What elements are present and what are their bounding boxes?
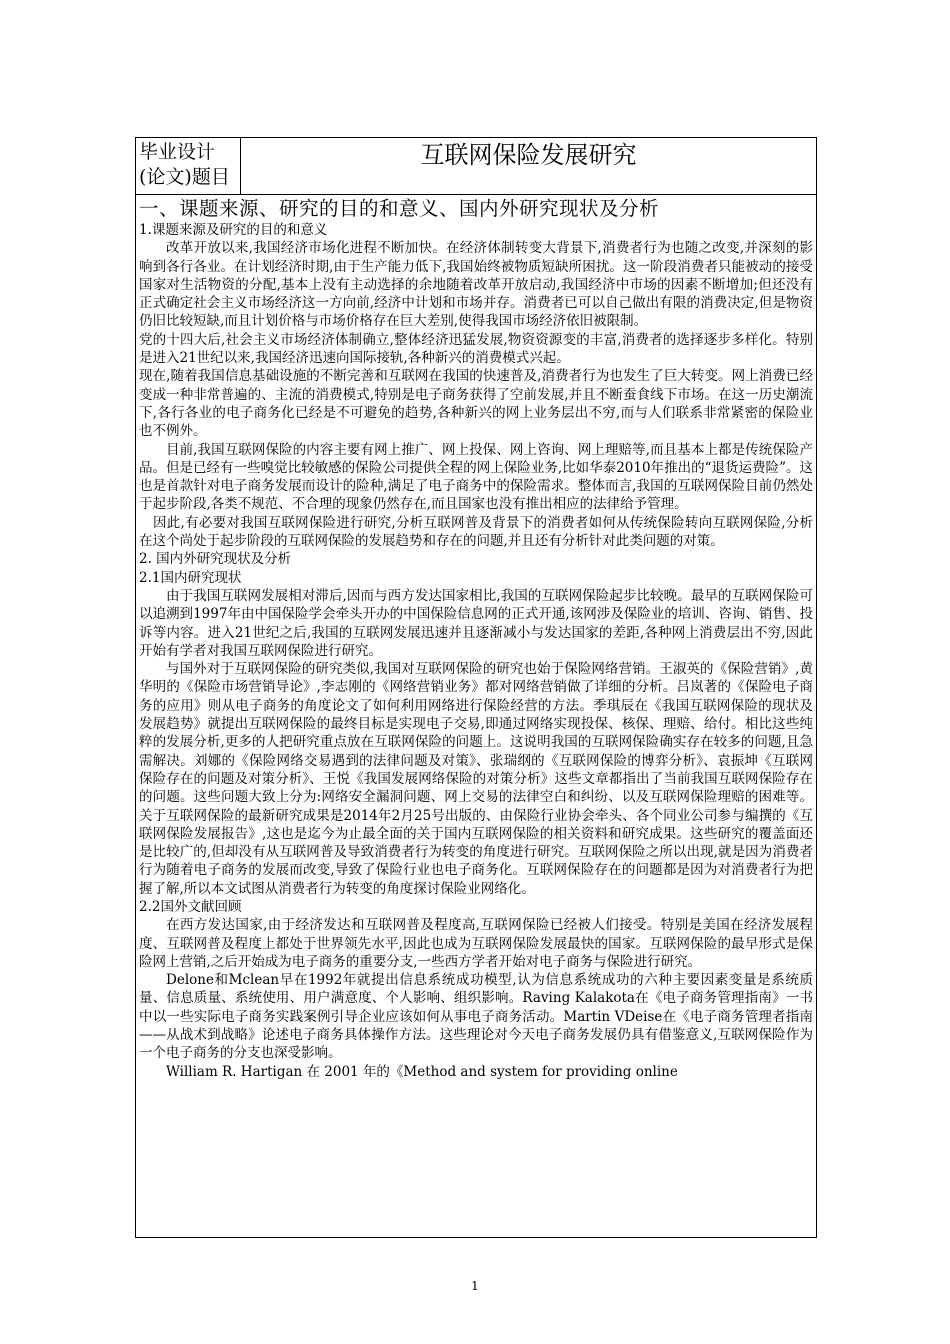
paragraph: 目前,我国互联网保险的内容主要有网上推广、网上投保、网上咨询、网上理赔等,而且基本上都是传统保险产品。但是已经有一些嗅觉比较敏感的保险公司提供全程的网上保险业务,比如华泰2010年推出的“退货运费险”。这也是首款针对电子商务发展而设计的险种,满足了电子商务中的保险需求。整体而言,我国的互联网保险目前仍然处于起步阶段,各类不规范、不合理的现象仍然存在,而且国家也没有推出相应的法律给予管理。 bbox=[139, 441, 813, 513]
paragraph: 在西方发达国家,由于经济发达和互联网普及程度高,互联网保险已经被人们接受。特别是美国在经济发展程度、互联网普及程度上都处于世界领先水平,因此也成为互联网保险发展最快的国家。互联网保险的最早形式是保险网上营销,之后开始成为电子商务的重要分支,一些西方学者开始对电子商务与保险进行研究。 bbox=[139, 917, 813, 970]
thesis-title-label: 毕业设计(论文)题目 bbox=[136, 138, 241, 194]
proposal-form-table bbox=[135, 137, 817, 1238]
paragraph: 现在,随着我国信息基础设施的不断完善和互联网在我国的快速普及,消费者行为也发生了巨大转变。网上消费已经变成一种非常普遍的、主流的消费模式,特别是电子商务获得了空前发展,并且不断蚕食线下市场。在这一历史潮流下,各行各业的电子商务化已经是不可避免的趋势,各种新兴的网上业务层出不穷,而与人们联系非常紧密的保险业也不例外。 bbox=[139, 368, 813, 440]
paragraph: Delone和Mclean早在1992年就提出信息系统成功模型,认为信息系统成功的六种主要因素变量是系统质量、信息质量、系统使用、用户满意度、个人影响、组织影响。Raving Kalakota在《电子商务管理指南》一书中以一些实际电子商务实践案例引导企业应该如何从事电子商务活动。Martin VDeise在《电子商务管理者指南——从战术到战略》论述电子商务具体操作方法。这些理论对今天电子商务发展仍具有借鉴意义,互联网保险作为一个电子商务的分支也深受影响。 bbox=[139, 972, 813, 1062]
subsection-heading-1: 1.课题来源及研究的目的和意义 bbox=[139, 222, 328, 238]
paragraph: 党的十四大后,社会主义市场经济体制确立,整体经济迅猛发展,物资资源变的丰富,消费者的选择逐步多样化。特别是进入21世纪以来,我国经济迅速向国际接轨,各种新兴的消费模式兴起。 bbox=[139, 331, 813, 367]
page-number: 1 bbox=[471, 1279, 479, 1293]
content-cell bbox=[136, 195, 816, 1237]
paragraph: 由于我国互联网发展相对滞后,因而与西方发达国家相比,我国的互联网保险起步比较晚。最早的互联网保险可以追溯到1997年由中国保险学会牵头开办的中国保险信息网的正式开通,该网涉及保险业的培训、咨询、销售、投诉等内容。进入21世纪之后,我国的互联网发展迅速并且逐渐减小与发达国家的差距,各种网上消费层出不穷,因此开始有学者对我国互联网保险进行研究。 bbox=[139, 587, 813, 659]
paragraph: William R. Hartigan 在 2001 年的《Method and system for providing online bbox=[166, 1063, 678, 1080]
paragraph: 改革开放以来,我国经济市场化进程不断加快。在经济体制转变大背景下,消费者行为也随之改变,并深刻的影响到各行各业。在计划经济时期,由于生产能力低下,我国始终被物质短缺所困扰。这一阶段消费者只能被动的接受国家对生活物资的分配,基本上没有主动选择的余地随着改革开放启动,我国经济中市场的因素不断增加;但还没有正式确定社会主义市场经济这一方向前,经济中计划和市场并存。消费者已可以自己做出有限的消费决定,但是物资仍旧比较短缺,而且计划价格与市场价格存在巨大差别,使得我国市场经济依旧被限制。 bbox=[139, 240, 813, 330]
subsection-heading-2: 2. 国内外研究现状及分析 bbox=[139, 551, 292, 568]
thesis-title: 互联网保险发展研究 bbox=[420, 141, 637, 169]
paragraph: 与国外对于互联网保险的研究类似,我国对互联网保险的研究也始于保险网络营销。王淑英的《保险营销》,黄华明的《保险市场营销导论》,李志刚的《网络营销业务》都对网络营销做了详细的分析。吕岚著的《保险电子商务的应用》则从电子商务的角度论文了如何利用网络进行保险经营的方法。季琪辰在《我国互联网保险的现状及发展趋势》就提出互联网保险的最终目标是实现电子交易,即通过网络实现投保、核保、理赔、给付。相比这些纯粹的发展分析,更多的人把研究重点放在互联网保险的问题上。这说明我国的互联网保险确实存在较多的问题,且急需解决。刘娜的《保险网络交易遇到的法律问题及对策》、张瑞纲的《互联网保险的博弈分析》、袁振坤《互联网保险存在的问题及对策分析》、王悦《我国发展网络保险的对策分析》这些文章都指出了当前我国互联网保险存在的问题。这些问题大致上分为:网络安全漏洞问题、网上交易的法律空白和纠纷、以及互联网保险理赔的困难等。关于互联网保险的最新研究成果是2014年2月25号出版的、由保险行业协会牵头、各个同业公司参与编撰的《互联网保险发展报告》,这也是迄今为止最全面的关于国内互联网保险的相关资料和研究成果。这些研究的覆盖面还是比较广的,但却没有从互联网普及导致消费者行为转变的角度进行研究。互联网保险之所以出现,就是因为消费者行为随着电子商务的发展而改变,导致了保险行业也电子商务化。互联网保险存在的问题都是因为对消费者行为把握了解,所以本文试图从消费者行为转变的角度探讨保险业网络化。 bbox=[139, 661, 813, 897]
subsection-heading-2-2: 2.2国外文献回顾 bbox=[139, 898, 242, 915]
title-row bbox=[136, 138, 816, 195]
subsection-heading-2-1: 2.1国内研究现状 bbox=[139, 569, 242, 586]
section-heading: 一、课题来源、研究的目的和意义、国内外研究现状及分析 bbox=[139, 197, 660, 220]
paragraph: 因此,有必要对我国互联网保险进行研究,分析互联网普及背景下的消费者如何从传统保险转向互联网保险,分析在这个尚处于起步阶段的互联网保险的发展趋势和存在的问题,并且还有分析针对此类问题的对策。 bbox=[139, 514, 813, 550]
